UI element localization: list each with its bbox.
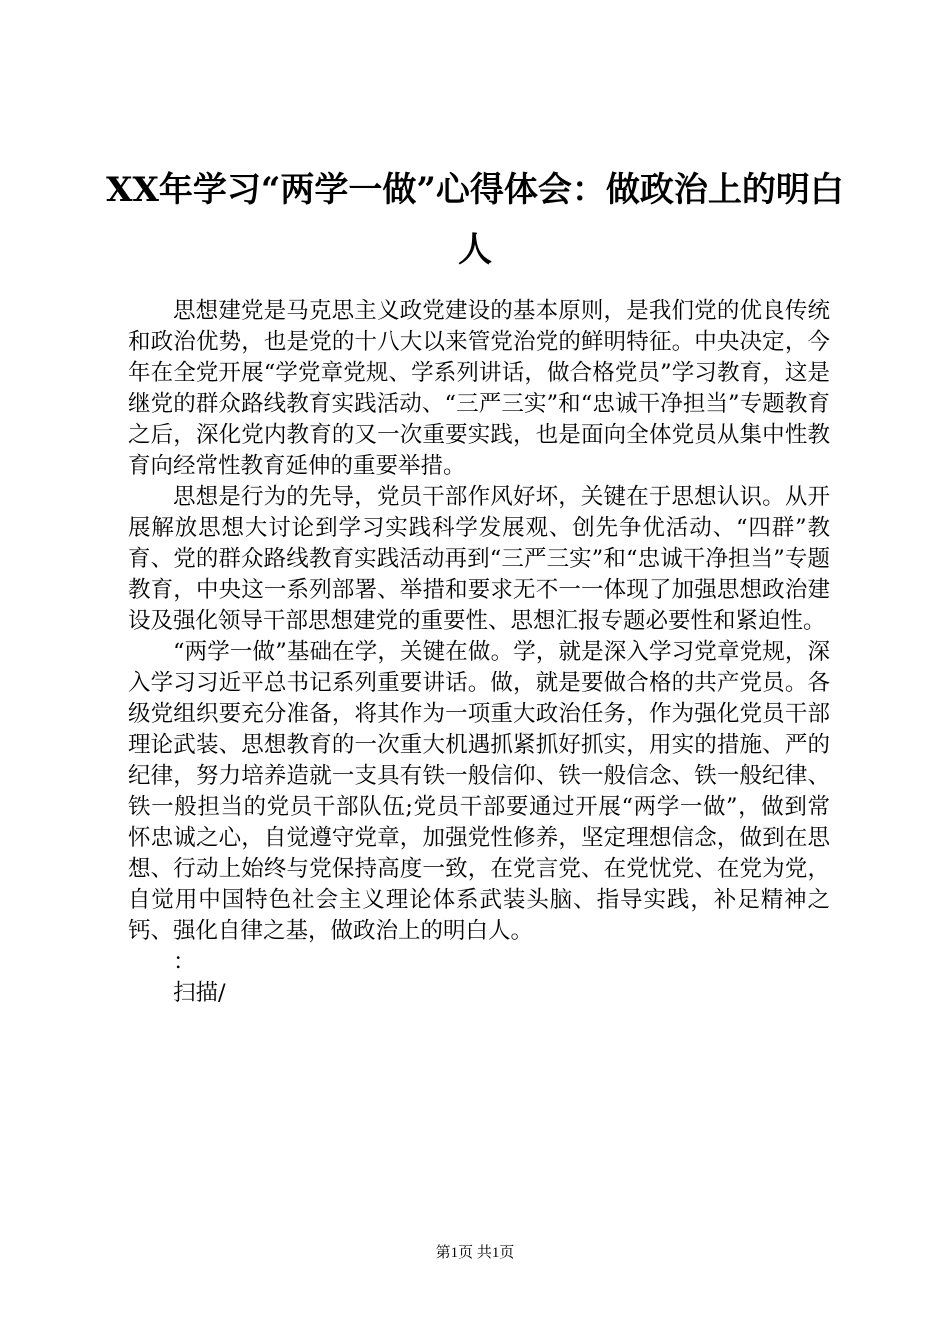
paragraph-scan: 扫描/: [173, 980, 226, 1006]
page-current: 第1页: [435, 1245, 474, 1261]
paragraph-3: “两学一做”基础在学，关键在做。学，就是深入学习党章党规，深入学习习近平总书记系列重要讲话。做，就是要做合格的共产党员。各级党组织要充分准备，将其作为一项重大政治任务，作为强化党员干部理论武装、思想教育的一次重大机遇抓紧抓好抓实，用实的措施、严的纪律，努力培养造就一支具有铁一般信仰、铁一般信念、铁一般纪律、铁一般担当的党员干部队伍;党员干部要通过开展“两学一做”，做到常怀忠诚之心，自觉遵守党章，加强党性修养，坚定理想信念，做到在思想、行动上始终与党保持高度一致，在党言党、在党忧党、在党为党，自觉用中国特色社会主义理论体系武装头脑、指导实践，补足精神之钙、强化自律之基，做政治上的明白人。: [128, 639, 830, 944]
paragraph-2: 思想是行为的先导，党员干部作风好坏，关键在于思想认识。从开展解放思想大讨论到学习实践科学发展观、创先争优活动、“四群”教育、党的群众路线教育实践活动再到“三严三实”和“忠诚干净担当”专题教育，中央这一系列部署、举措和要求无不一一体现了加强思想政治建设及强化领导干部思想建党的重要性、思想汇报专题必要性和紧迫性。: [128, 484, 830, 634]
document-title: XX年学习“两学一做”心得体会：做政治上的明白人: [106, 170, 844, 270]
page-total: 共1页: [476, 1245, 515, 1261]
paragraph-1: 思想建党是马克思主义政党建设的基本原则，是我们党的优良传统和政治优势，也是党的十八大以来管党治党的鲜明特征。中央决定，今年在全党开展“学党章党规、学系列讲话，做合格党员”学习教育，这是继党的群众路线教育实践活动、“三严三实”和“忠诚干净担当”专题教育之后，深化党内教育的又一次重要实践，也是面向全体党员从集中性教育向经常性教育延伸的重要举措。: [128, 298, 830, 479]
paragraph-colon: ：: [173, 949, 196, 975]
document-body: [128, 296, 830, 1009]
page-number-footer: [0, 1243, 950, 1263]
